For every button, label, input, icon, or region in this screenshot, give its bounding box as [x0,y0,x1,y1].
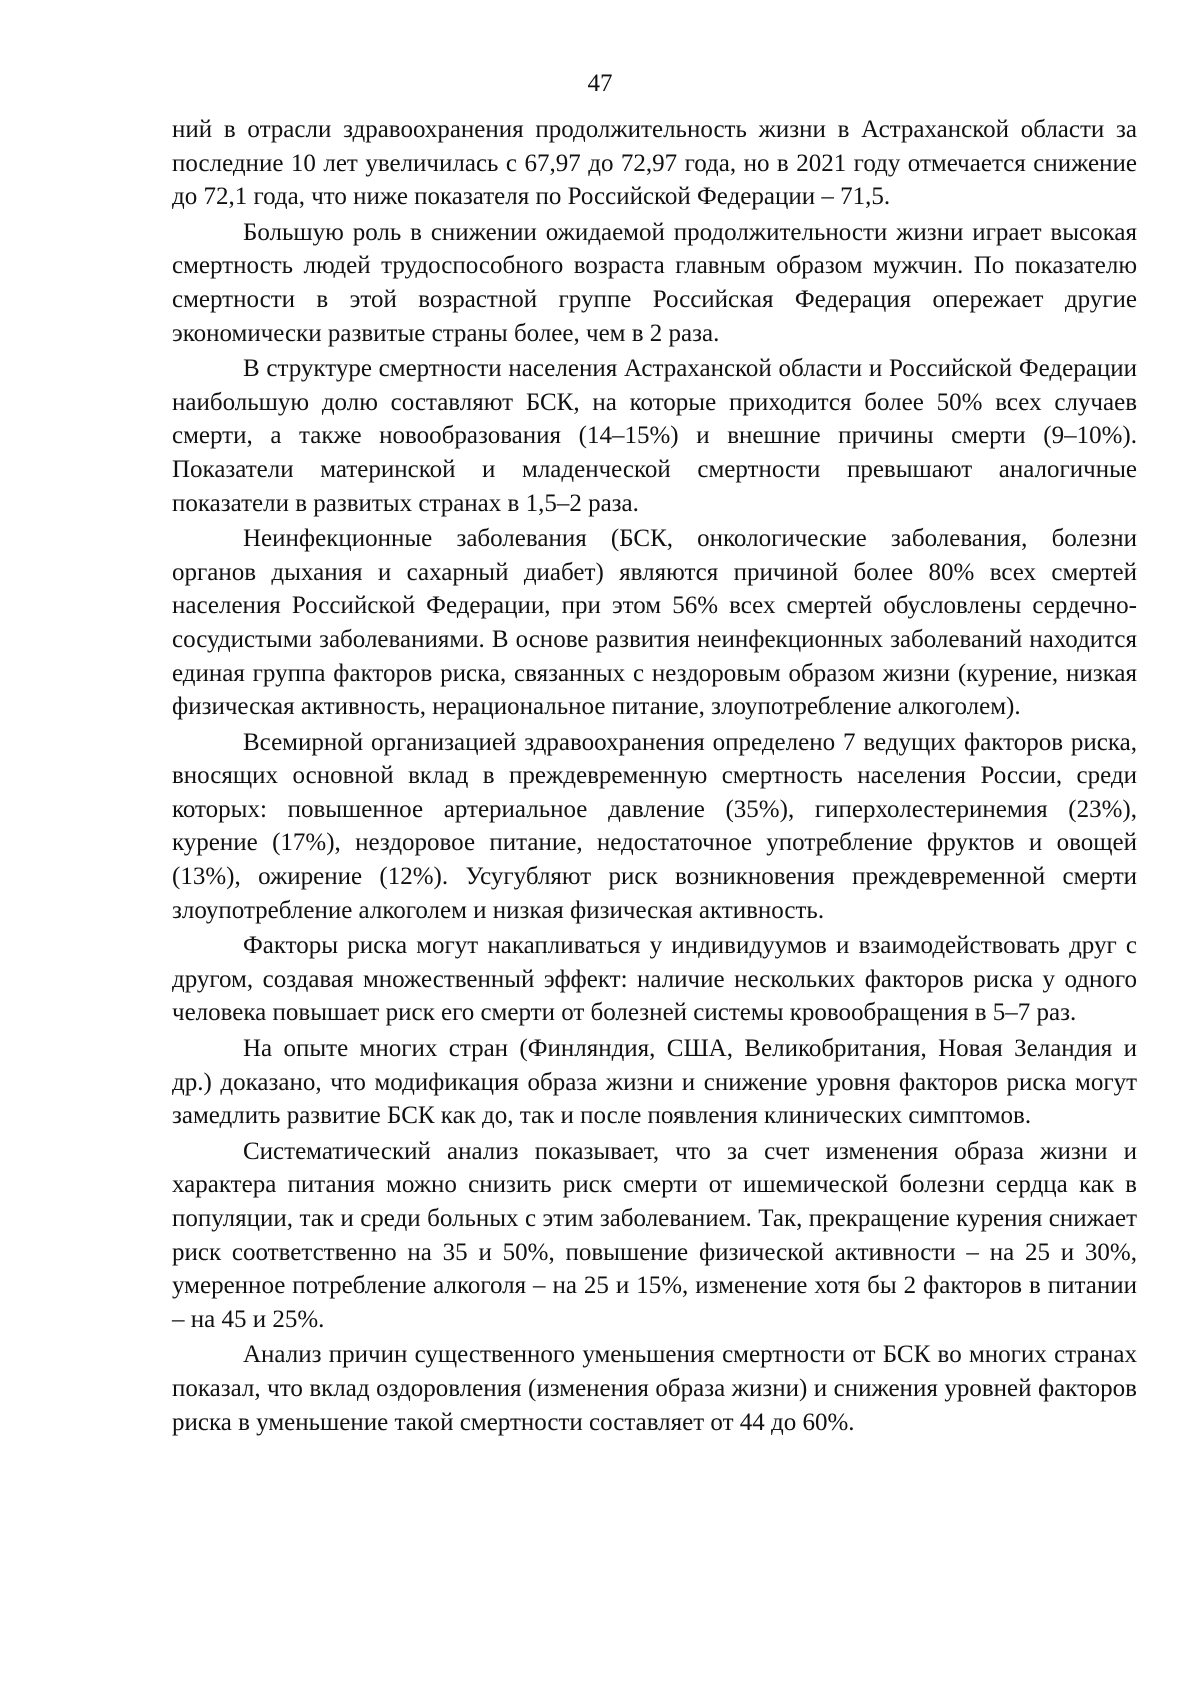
page-number: 47 [587,70,613,97]
paragraph-country-experience: На опыте многих стран (Финляндия, США, Великобритания, Новая Зеландия и др.) доказано, что модификация образа жизни и снижение уровня факторов риска могут замедлить развитие БСК как до, так и после появления клинических симптомов. [172,1035,1137,1130]
paragraph-who-risk-factors: Всемирной организацией здравоохранения определено 7 ведущих факторов риска, вносящих основной вклад в преждевременную смертность населения России, среди которых: повышенное артериальное давление (35%), гиперхолестеринемия (23%), курение (17%), нездоровое питание, недостаточное употребление фруктов и овощей (13%), ожирение (12%). Усугубляют риск возникновения преждевременной смерти злоупотребление алкоголем и низкая физическая активность. [172,728,1137,924]
paragraph-continuation: ний в отрасли здравоохранения продолжительность жизни в Астраханской области за последние 10 лет увеличилась с 67,97 до 72,97 года, но в 2021 году отмечается снижение до 72,1 года, что ниже показателя по Российской Федерации – 71,5. [172,116,1137,211]
paragraph-life-expectancy-role: Большую роль в снижении ожидаемой продолжительности жизни играет высокая смертность людей трудоспособного возраста главным образом мужчин. По показателю смертности в этой возрастной группе Российская Федерация опережает другие экономически развитые страны более, чем в 2 раза. [172,218,1137,347]
paragraph-noncommunicable-diseases: Неинфекционные заболевания (БСК, онкологические заболевания, болезни органов дыхания и сахарный диабет) являются причиной более 80% всех смертей населения Российской Федерации, при этом 56% всех смертей обусловлены сердечно-сосудистыми заболеваниями. В основе развития неинфекционных заболеваний находится единая группа факторов риска, связанных с нездоровым образом жизни (курение, низкая физическая активность, нерациональное питание, злоупотребление алкоголем). [172,525,1137,721]
paragraph-risk-accumulation: Факторы риска могут накапливаться у индивидуумов и взаимодействовать друг с другом, создавая множественный эффект: наличие нескольких факторов риска у одного человека повышает риск его смерти от болезней системы кровообращения в 5–7 раз. [172,932,1137,1027]
paragraph-systematic-analysis: Систематический анализ показывает, что за счет изменения образа жизни и характера питания можно снизить риск смерти от ишемической болезни сердца как в популяции, так и среди больных с этим заболеванием. Так, прекращение курения снижает риск соответственно на 35 и 50%, повышение физической активности – на 25 и 30%, умеренное потребление алкоголя – на 25 и 15%, изменение хотя бы 2 факторов в питании – на 45 и 25%. [172,1137,1137,1333]
paragraph-mortality-structure: В структуре смертности населения Астраханской области и Российской Федерации наибольшую долю составляют БСК, на которые приходится более 50% всех случаев смерти, а также новообразования (14–15%) и внешние причины смерти (9–10%). Показатели материнской и младенческой смертности превышают аналогичные показатели в развитых странах в 1,5–2 раза. [172,355,1137,517]
paragraph-mortality-reduction: Анализ причин существенного уменьшения смертности от БСК во многих странах показал, что вклад оздоровления (изменения образа жизни) и снижения уровней факторов риска в уменьшение такой смертности составляет от 44 до 60%. [172,1341,1137,1436]
body-text [172,113,1137,1441]
